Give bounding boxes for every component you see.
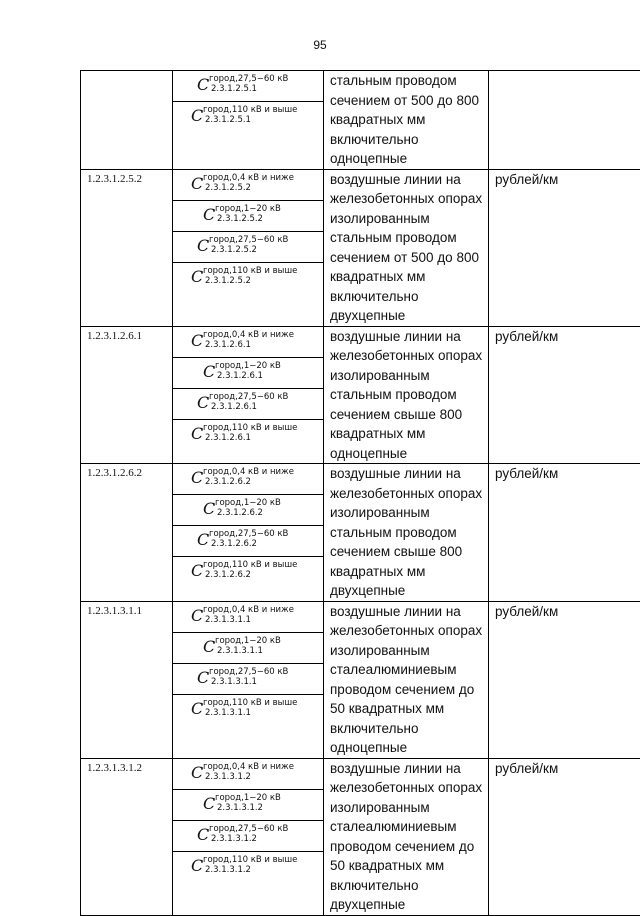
description-line: стальным проводом [330,71,488,91]
description-line: сечением от 500 до 800 [330,248,488,268]
table-row [81,464,640,602]
row-description [324,758,489,915]
rate-symbol: C [191,108,203,124]
rate-formula [191,559,297,585]
formula-subscript: 2.3.1.2.6.1 [211,402,288,412]
rate-formula [191,422,297,448]
rate-symbol: C [197,827,209,843]
description-line: железобетонных опорах [330,621,488,641]
description-line: двухцепные [330,581,488,601]
rate-symbol: C [191,858,203,874]
description-line: одноцепные [330,149,488,169]
rate-formula [191,697,297,723]
formula-cell [173,601,324,758]
description-line: проводом сечением до [330,837,488,857]
formula-subscript: 2.3.1.2.6.2 [211,539,288,549]
table-row [81,326,640,464]
description-line: квадратных мм [330,267,488,287]
table-row [81,169,640,326]
formula-subscript: 2.3.1.2.6.1 [217,371,281,381]
description-line: изолированным [330,366,488,386]
rate-symbol: C [191,701,203,717]
row-code: 1.2.3.1.2.5.2 [81,169,173,326]
rate-symbol: C [203,207,215,223]
formula-superscript: город,110 кВ и выше [203,423,297,433]
description-line: 50 квадратных мм [330,699,488,719]
description-line: изолированным [330,641,488,661]
row-unit: рублей/км [489,464,640,602]
description-line: воздушные линии на [330,602,488,622]
row-code: 1.2.3.1.2.6.2 [81,464,173,602]
rate-symbol: C [191,426,203,442]
rate-formula [191,104,297,130]
formula-subscript: 2.3.1.2.6.2 [217,508,281,518]
description-line: двухцепные [330,895,488,915]
row-unit: рублей/км [489,758,640,915]
rate-formula [197,528,288,554]
table-row [81,758,640,915]
rate-symbol: C [191,765,203,781]
formula-superscript: город,1−20 кВ [215,204,281,214]
row-code: 1.2.3.1.3.1.2 [81,758,173,915]
formula-superscript: город,1−20 кВ [215,361,281,371]
rate-symbol: C [191,608,203,624]
description-line: одноцепные [330,738,488,758]
formula-superscript: город,0,4 кВ и ниже [203,605,294,615]
description-line: одноцепные [330,444,488,464]
description-line: стальным проводом [330,385,488,405]
rate-symbol: C [197,395,209,411]
rate-formula [191,172,294,198]
rate-formula [191,761,294,787]
formula-subscript: 2.3.1.3.1.1 [205,615,294,625]
description-line: включительно [330,287,488,307]
description-line: двухцепные [330,306,488,326]
rate-symbol: C [191,269,203,285]
rate-formula [191,265,297,291]
rate-symbol: C [203,364,215,380]
rate-formula [203,360,281,386]
formula-subscript: 2.3.1.3.1.2 [205,772,294,782]
formula-superscript: город,0,4 кВ и ниже [203,762,294,772]
formula-cell [173,169,324,326]
formula-superscript: город,1−20 кВ [215,636,281,646]
formula-superscript: город,110 кВ и выше [203,266,297,276]
rate-formula [197,234,288,260]
rate-symbol: C [197,670,209,686]
row-code: 1.2.3.1.3.1.1 [81,601,173,758]
formula-subscript: 2.3.1.2.5.2 [211,245,288,255]
formula-superscript: город,110 кВ и выше [203,855,297,865]
formula-subscript: 2.3.1.2.5.2 [217,214,281,224]
rate-formula [203,203,281,229]
formula-superscript: город,1−20 кВ [215,793,281,803]
formula-subscript: 2.3.1.3.1.1 [217,646,281,656]
row-description [324,601,489,758]
row-description [324,326,489,464]
description-line: стальным проводом [330,228,488,248]
row-unit: рублей/км [489,169,640,326]
rate-symbol: C [191,563,203,579]
formula-superscript: город,27,5−60 кВ [209,667,288,677]
tariff-table [80,70,640,916]
description-line: проводом сечением до [330,680,488,700]
description-line: 50 квадратных мм [330,856,488,876]
formula-superscript: город,110 кВ и выше [203,698,297,708]
rate-symbol: C [197,532,209,548]
formula-subscript: 2.3.1.2.5.2 [205,183,294,193]
rate-symbol: C [191,176,203,192]
rate-symbol: C [203,796,215,812]
formula-subscript: 2.3.1.2.5.1 [211,84,288,94]
formula-superscript: город,27,5−60 кВ [209,235,288,245]
row-unit [489,71,640,170]
description-line: сталеалюминиевым [330,660,488,680]
description-line: квадратных мм [330,562,488,582]
description-line: включительно [330,876,488,896]
page-number: 95 [0,38,640,52]
rate-formula [197,823,288,849]
description-line: включительно [330,719,488,739]
formula-cell [173,326,324,464]
rate-symbol: C [203,639,215,655]
description-line: сечением свыше 800 [330,405,488,425]
formula-subscript: 2.3.1.3.1.2 [211,834,288,844]
formula-subscript: 2.3.1.2.6.1 [205,433,297,443]
formula-superscript: город,1−20 кВ [215,498,281,508]
formula-cell [173,464,324,602]
formula-subscript: 2.3.1.3.1.1 [205,708,297,718]
formula-superscript: город,110 кВ и выше [203,560,297,570]
description-line: сечением от 500 до 800 [330,91,488,111]
formula-subscript: 2.3.1.2.6.2 [205,477,294,487]
description-line: воздушные линии на [330,759,488,779]
formula-subscript: 2.3.1.3.1.1 [211,677,288,687]
formula-superscript: город,27,5−60 кВ [209,392,288,402]
formula-superscript: город,0,4 кВ и ниже [203,467,294,477]
description-line: воздушные линии на [330,170,488,190]
rate-formula [197,666,288,692]
rate-formula [191,466,294,492]
formula-subscript: 2.3.1.2.6.1 [205,340,294,350]
description-line: квадратных мм [330,424,488,444]
description-line: железобетонных опорах [330,189,488,209]
formula-superscript: город,27,5−60 кВ [209,824,288,834]
formula-superscript: город,27,5−60 кВ [209,529,288,539]
formula-subscript: 2.3.1.3.1.2 [217,803,281,813]
table-row [81,71,640,170]
formula-subscript: 2.3.1.2.6.2 [205,570,297,580]
formula-superscript: город,0,4 кВ и ниже [203,173,294,183]
rate-symbol: C [191,470,203,486]
formula-superscript: город,27,5−60 кВ [209,74,288,84]
rate-symbol: C [197,238,209,254]
formula-subscript: 2.3.1.3.1.2 [205,865,297,875]
description-line: воздушные линии на [330,327,488,347]
description-line: сталеалюминиевым [330,817,488,837]
row-code: 1.2.3.1.2.6.1 [81,326,173,464]
description-line: стальным проводом [330,523,488,543]
description-line: сечением свыше 800 [330,542,488,562]
row-unit: рублей/км [489,326,640,464]
formula-superscript: город,110 кВ и выше [203,105,297,115]
description-line: изолированным [330,209,488,229]
row-description [324,464,489,602]
formula-cell [173,758,324,915]
rate-symbol: C [197,77,209,93]
rate-formula [191,604,294,630]
description-line: железобетонных опорах [330,484,488,504]
rate-formula [203,792,281,818]
description-line: железобетонных опорах [330,346,488,366]
formula-cell [173,71,324,170]
rate-symbol: C [203,501,215,517]
rate-formula [191,329,294,355]
row-description [324,71,489,170]
rate-formula [191,854,297,880]
description-line: железобетонных опорах [330,778,488,798]
table-row [81,601,640,758]
formula-subscript: 2.3.1.2.5.1 [205,115,297,125]
formula-superscript: город,0,4 кВ и ниже [203,330,294,340]
rate-symbol: C [191,333,203,349]
rate-formula [203,497,281,523]
rate-formula [197,73,288,99]
description-line: квадратных мм [330,110,488,130]
row-unit: рублей/км [489,601,640,758]
row-description [324,169,489,326]
description-line: включительно [330,130,488,150]
description-line: изолированным [330,798,488,818]
description-line: изолированным [330,503,488,523]
description-line: воздушные линии на [330,464,488,484]
rate-formula [197,391,288,417]
formula-subscript: 2.3.1.2.5.2 [205,276,297,286]
row-code [81,71,173,170]
rate-formula [203,635,281,661]
